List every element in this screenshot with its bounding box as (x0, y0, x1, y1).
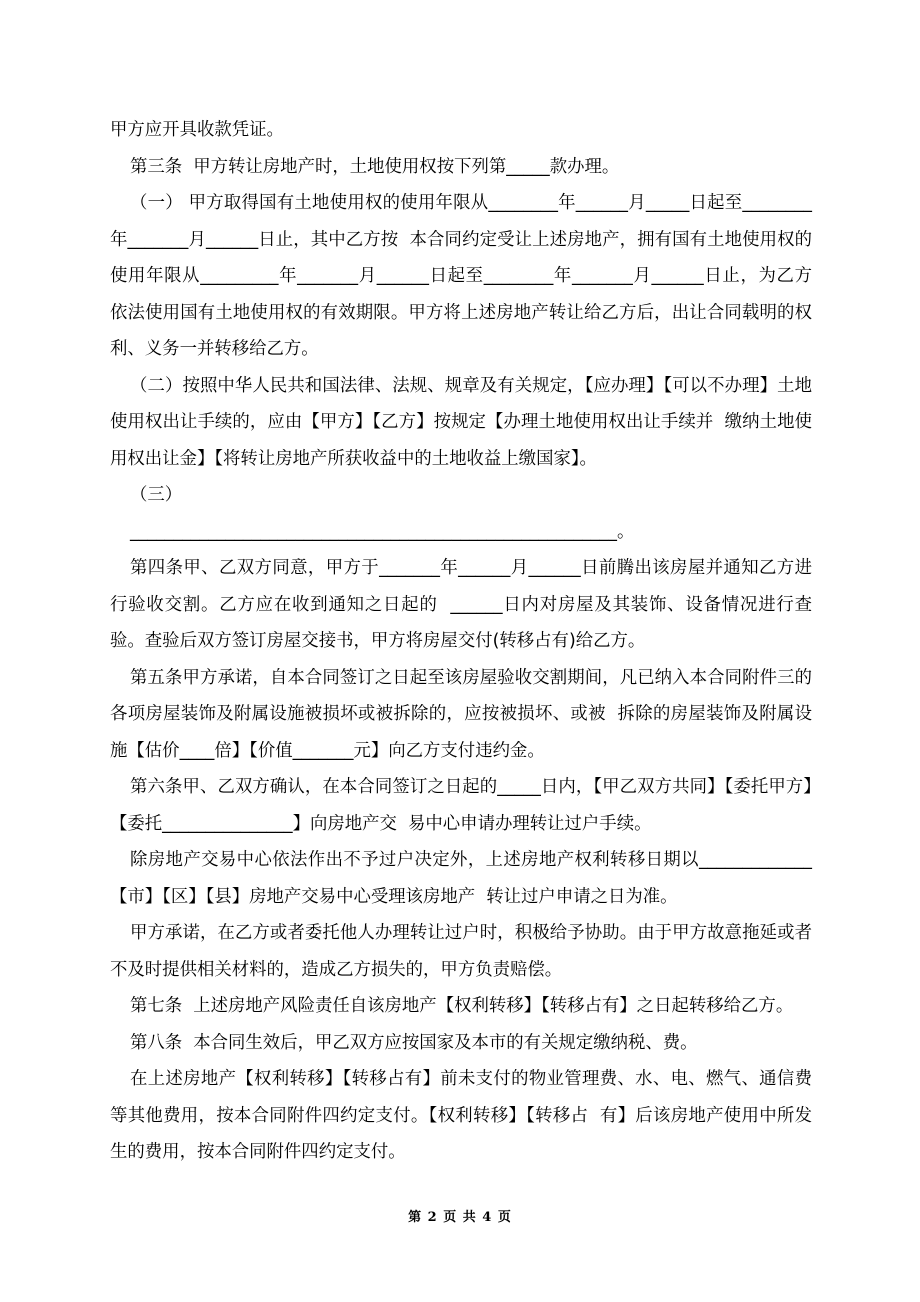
document-body (110, 112, 812, 1171)
paragraph-article-7: 第七条 上述房地产风险责任自该房地产【权利转移】【转移占有】之日起转移给乙方。 (130, 996, 794, 1016)
paragraph-clause-2: （二）按照中华人民共和国法律、法规、规章及有关规定，【应办理】【可以不办理】土地使用权出让手续的，应由【甲方】【乙方】按规定【办理土地使用权出让手续并 缴纳土地使用权出让金】【将转让房地产所获收益中的土地收益上缴国家】。 (110, 375, 812, 469)
paragraph-transfer-date: 除房地产交易中心依法作出不予过户决定外，上述房地产权利转移日期以_____________【市】【区】【县】房地产交易中心受理该房地产 转让过户申请之日为准。 (110, 850, 812, 907)
paragraph-article-6: 第六条甲、乙双方确认，在本合同签订之日起的_____日内，【甲乙双方共同】【委托甲方】【委托_______________】向房地产交 易中心申请办理转让过户手续。 (110, 777, 812, 834)
paragraph-clause-3-label: （三） (130, 485, 183, 505)
paragraph-article-8: 第八条 本合同生效后，甲乙双方应按国家及本市的有关规定缴纳税、费。 (130, 1032, 698, 1053)
paragraph-clause-3-blank: ________________________________________________________。 (130, 521, 635, 542)
paragraph-clause-1: （一） 甲方取得国有土地使用权的使用年限从________年______月_____日起至________年_______月______日止，其中乙方按 本合同约定受让上述房地产，拥有国有土地使用权的使用年限从_________年_______月______日起至________年_______月______日止，为乙方依法使用国有土地使用权的有效期限。甲方将上述房地产转让给乙方后，出让合同载明的权利、义务一并转移给乙方。 (110, 193, 812, 359)
paragraph-article-4: 第四条甲、乙双方同意，甲方于_______年______月______日前腾出该房屋并通知乙方进行验收交割。乙方应在收到通知之日起的 ______日内对房屋及其装饰、设备情况进行查验。查验后双方签订房屋交接书，甲方将房屋交付(转移占有)给乙方。 (110, 558, 812, 651)
paragraph-fees: 在上述房地产【权利转移】【转移占有】前未支付的物业管理费、水、电、燃气、通信费等其他费用，按本合同附件四约定支付。【权利转移】【转移占 有】后该房地产使用中所发生的费用，按本合同附件四约定支付。 (110, 1069, 812, 1162)
page-number-footer: 第 2 页 共 4 页 (408, 1210, 512, 1225)
paragraph-article-5: 第五条甲方承诺，自本合同签订之日起至该房屋验收交割期间，凡已纳入本合同附件三的各项房屋装饰及附属设施被损坏或被拆除的，应按被损坏、或被 拆除的房屋装饰及附属设施【估价____倍】【价值_______元】向乙方支付违约金。 (110, 667, 812, 761)
paragraph-article-3: 第三条 甲方转让房地产时，土地使用权按下列第_____款办理。 (130, 156, 620, 177)
paragraph-party-a-promise: 甲方承诺，在乙方或者委托他人办理转让过户时，积极给予协助。由于甲方故意拖延或者不及时提供相关材料的，造成乙方损失的，甲方负责赔偿。 (110, 923, 812, 980)
paragraph-receipt-note: 甲方应开具收款凭证。 (110, 120, 284, 140)
